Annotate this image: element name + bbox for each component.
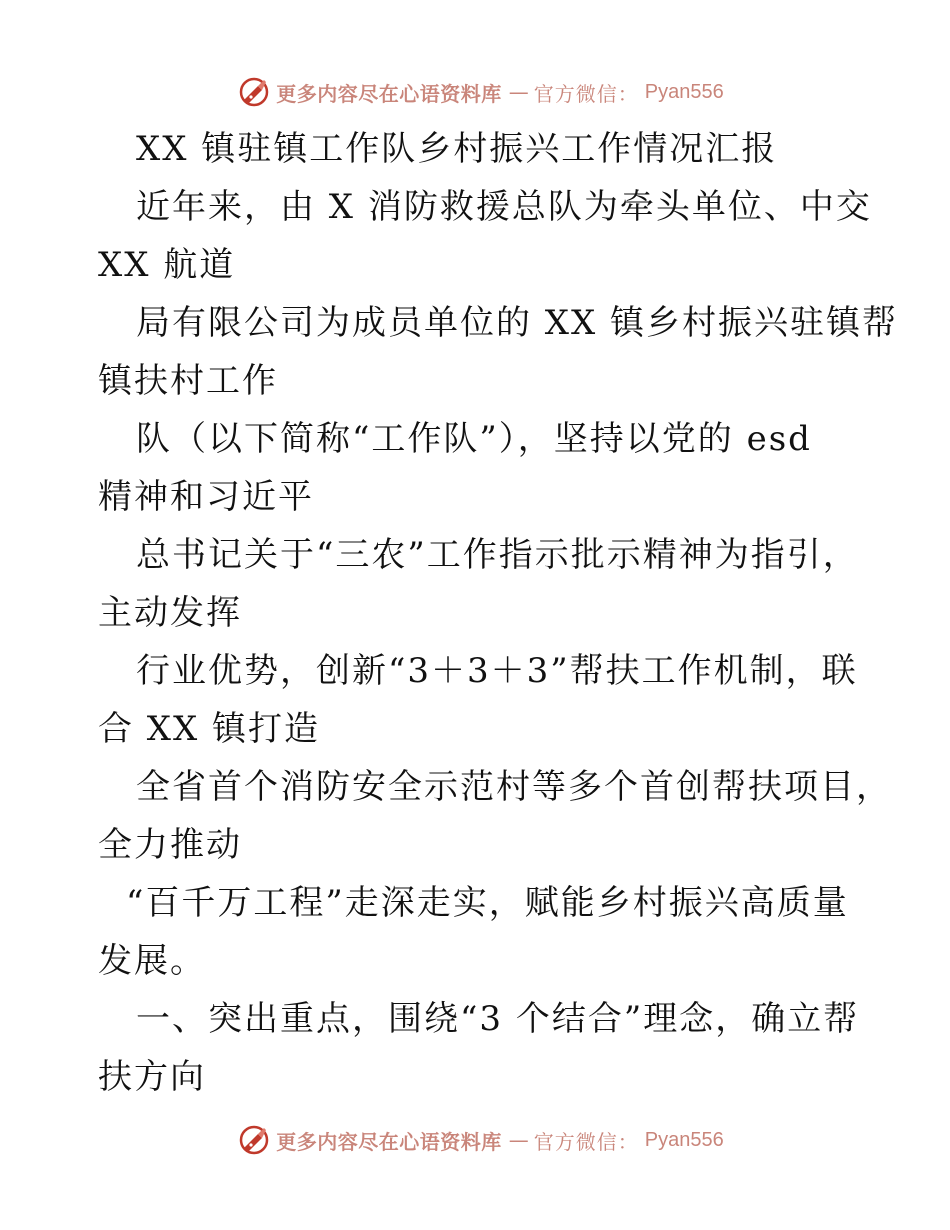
watermark-main-text: 更多内容尽在心语资料库 xyxy=(276,81,502,106)
paragraph-line: 近年来，由 X 消防救援总队为牵头单位、中交 xyxy=(136,187,872,227)
paragraph-line: XX 航道 xyxy=(98,245,236,285)
paragraph-line: 行业优势，创新“3＋3＋3”帮扶工作机制，联 xyxy=(136,651,858,691)
watermark-wechat-label: 官方微信： xyxy=(533,81,639,106)
section-heading-line: 扶方向 xyxy=(98,1057,206,1097)
watermark-main-text: 更多内容尽在心语资料库 xyxy=(276,1129,502,1154)
paragraph-line: 发展。 xyxy=(98,941,206,981)
paragraph-line: 队（以下简称“工作队”），坚持以党的 esd xyxy=(136,419,812,459)
watermark-separator: — xyxy=(508,80,527,104)
watermark-wechat-handle: Pyan556 xyxy=(644,80,724,103)
pen-nib-logo-icon xyxy=(238,1124,270,1156)
watermark-group xyxy=(238,76,723,108)
document-title: XX 镇驻镇工作队乡村振兴工作情况汇报 xyxy=(136,129,778,169)
header-watermark xyxy=(0,72,950,112)
paragraph-line: 局有限公司为成员单位的 XX 镇乡村振兴驻镇帮 xyxy=(136,303,899,343)
paragraph-line: 主动发挥 xyxy=(98,593,242,633)
pen-nib-logo-icon xyxy=(238,76,270,108)
watermark-group xyxy=(238,1124,723,1156)
paragraph-line: 全力推动 xyxy=(98,825,242,865)
paragraph-line: 镇扶村工作 xyxy=(98,361,278,401)
watermark-wechat-label: 官方微信： xyxy=(533,1129,639,1154)
footer-watermark xyxy=(0,1120,950,1160)
document-body xyxy=(98,120,899,1106)
section-heading-line: 一、突出重点，围绕“3 个结合”理念，确立帮 xyxy=(136,999,860,1039)
paragraph-line: 合 XX 镇打造 xyxy=(98,709,321,749)
paragraph-line: 全省首个消防安全示范村等多个首创帮扶项目， xyxy=(136,767,892,807)
paragraph-line: 总书记关于“三农”工作指示批示精神为指引， xyxy=(136,535,859,575)
paragraph-line: 精神和习近平 xyxy=(98,477,314,517)
paragraph-line: “百千万工程”走深走实，赋能乡村振兴高质量 xyxy=(126,883,849,923)
watermark-separator: — xyxy=(508,1128,527,1152)
watermark-wechat-handle: Pyan556 xyxy=(644,1128,724,1151)
